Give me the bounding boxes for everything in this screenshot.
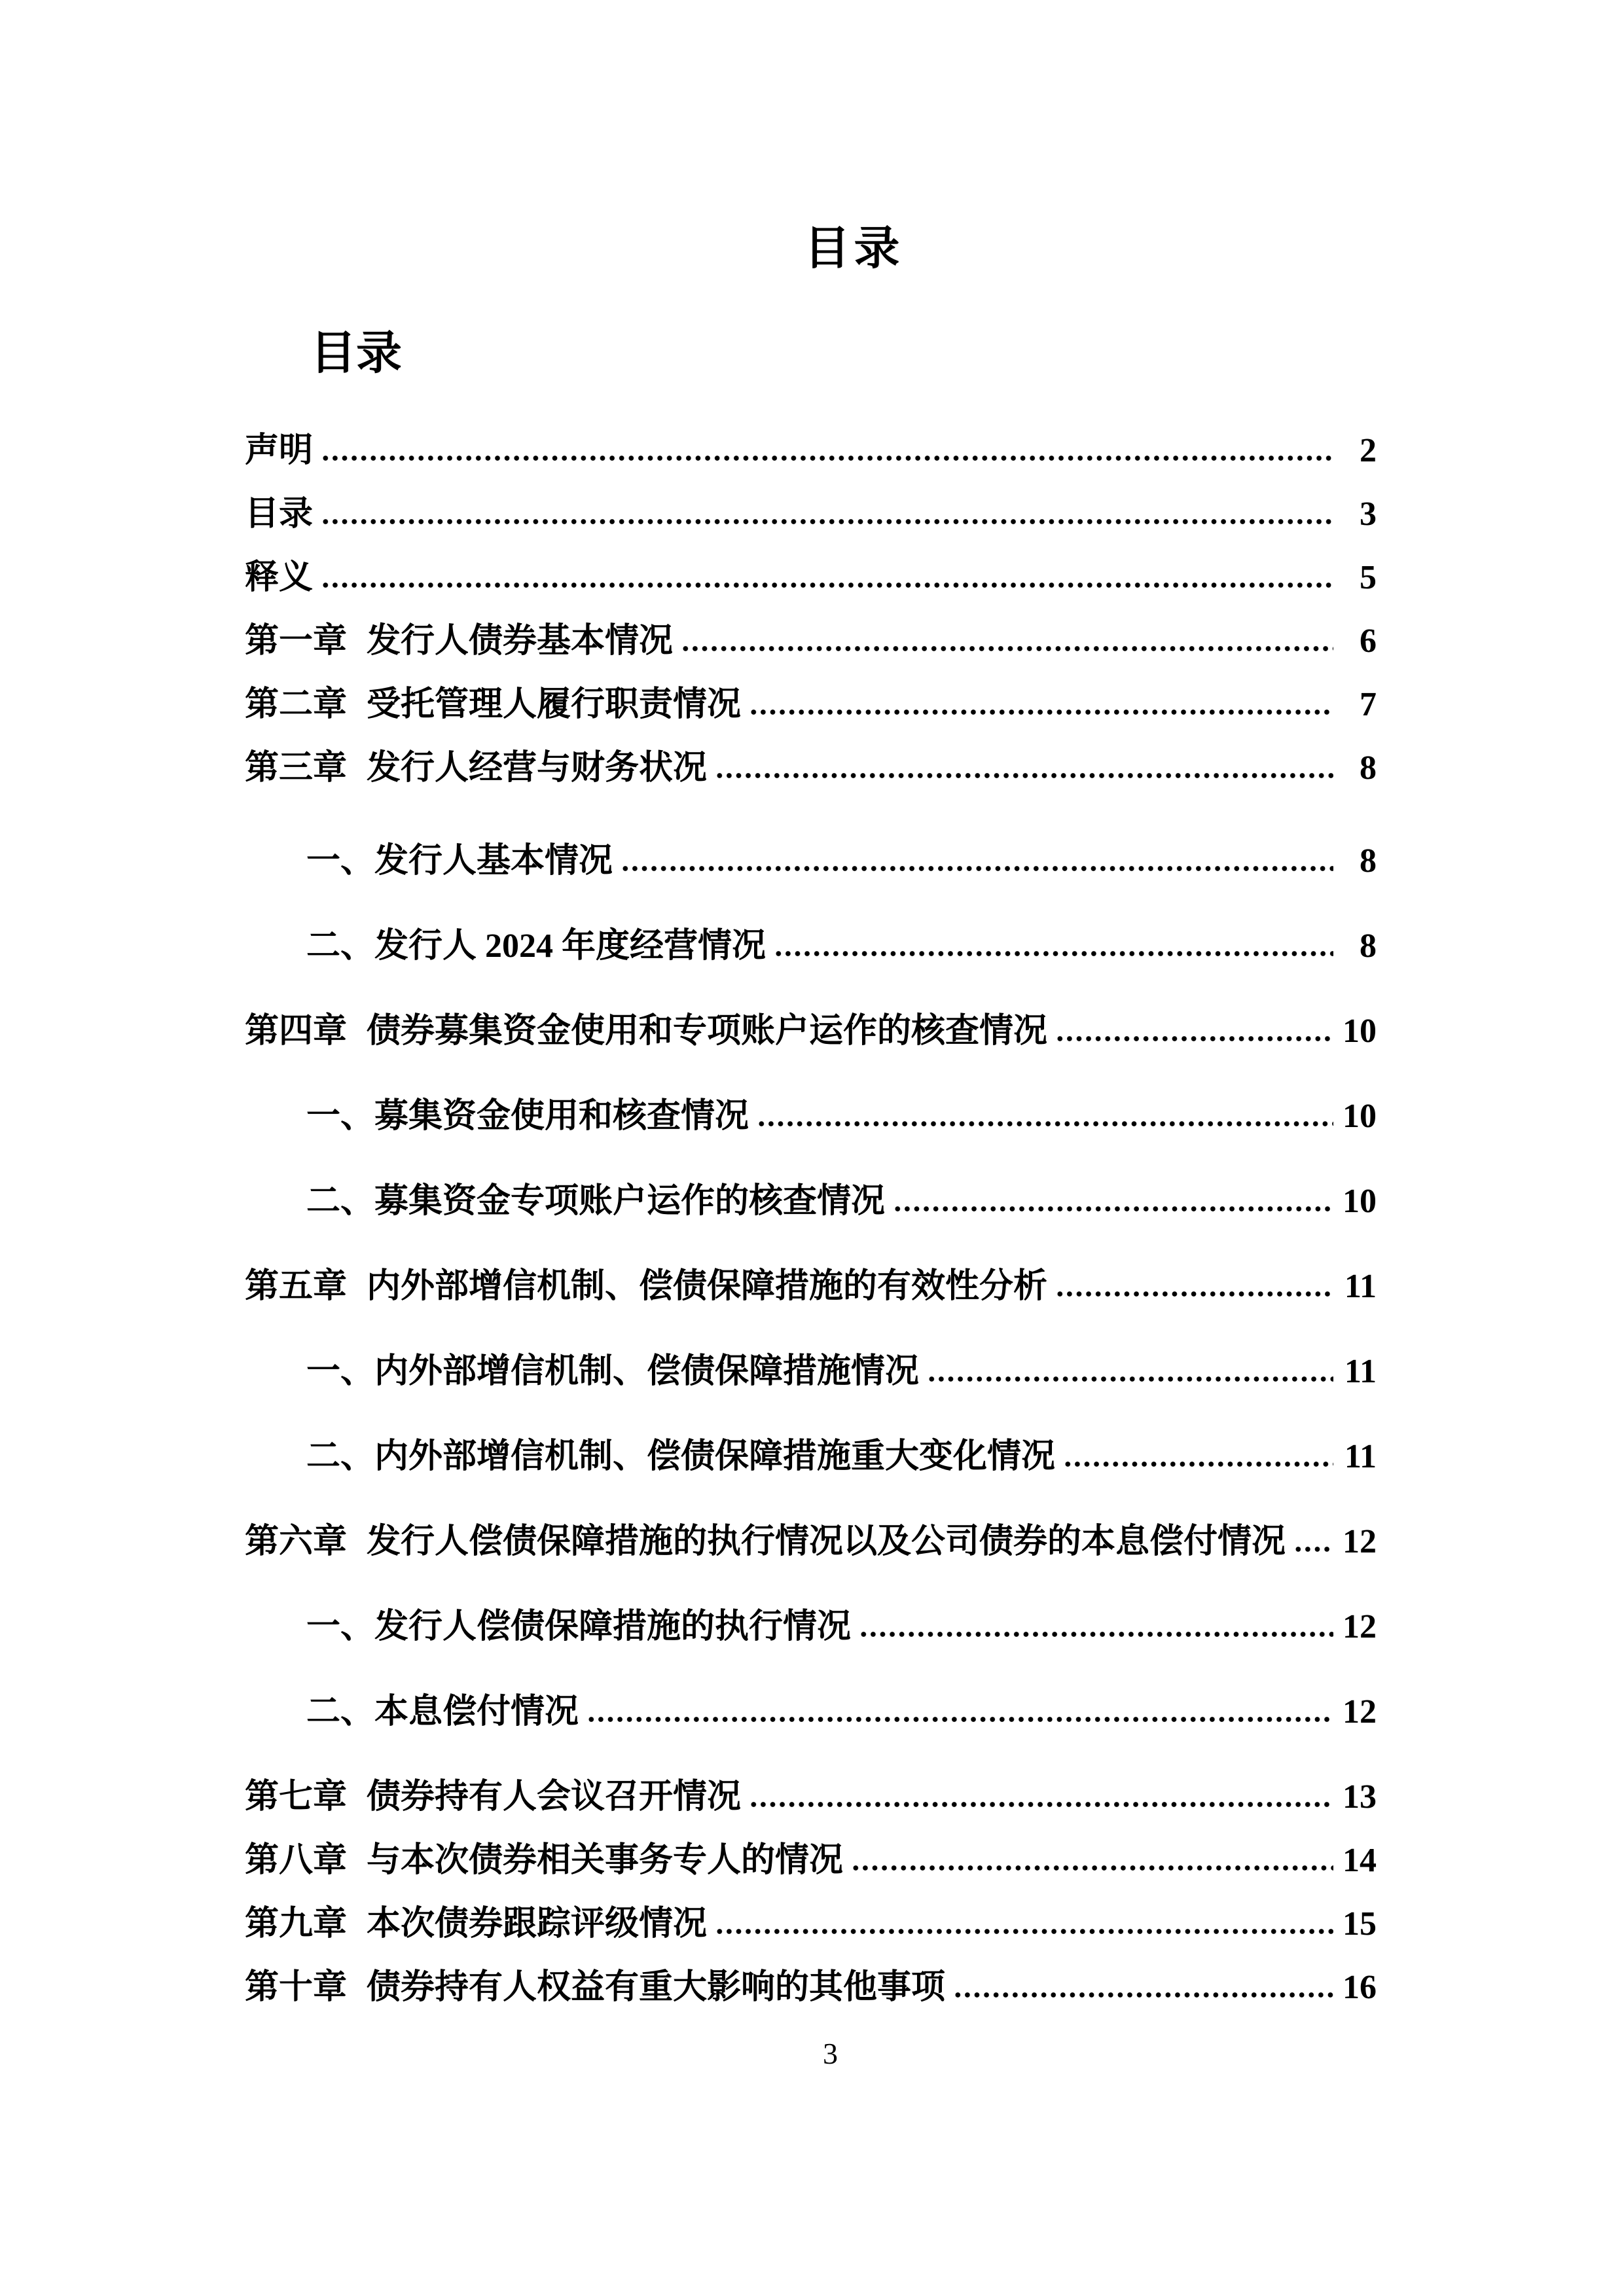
toc-entry-page-number: 3 (1360, 495, 1377, 533)
toc-entry-label: 债券持有人会议召开情况 (367, 1778, 742, 1816)
toc-entry[interactable] (245, 927, 1377, 966)
toc-entry-label: 一、募集资金使用和核查情况 (306, 1098, 749, 1135)
toc-entry-chapter-number: 第七章 (245, 1778, 348, 1816)
toc-entry[interactable] (245, 842, 1377, 881)
toc-entry-page-number: 16 (1343, 1969, 1377, 2006)
dot-leader (1063, 1461, 1333, 1467)
toc-entry-chapter-number: 第十章 (245, 1969, 348, 2006)
toc-entry[interactable] (245, 1437, 1377, 1477)
dot-leader (749, 709, 1333, 715)
toc-entry-page-number: 12 (1343, 1608, 1377, 1645)
dot-leader (715, 1928, 1333, 1935)
toc-entry[interactable] (245, 1778, 1377, 1817)
toc-entry[interactable] (245, 558, 1377, 598)
toc-entry[interactable] (245, 495, 1377, 534)
toc-entry-page-number: 8 (1360, 927, 1377, 965)
toc-entry-label: 一、内外部增信机制、偿债保障措施情况 (306, 1353, 920, 1390)
dot-leader (953, 1992, 1333, 1998)
dot-leader (586, 1716, 1333, 1723)
toc-entry-chapter-number: 第一章 (245, 622, 348, 660)
toc-entry[interactable] (245, 1693, 1377, 1732)
toc-entry[interactable] (245, 1182, 1377, 1221)
dot-leader (774, 950, 1333, 957)
toc-entry-page-number: 10 (1343, 1183, 1377, 1220)
dot-leader (1055, 1291, 1333, 1297)
toc-entry-page-number: 12 (1343, 1693, 1377, 1731)
toc-entry-page-number: 8 (1360, 749, 1377, 787)
toc-entry[interactable] (245, 1267, 1377, 1306)
toc-entry[interactable] (245, 1905, 1377, 1944)
toc-entry-label: 本次债券跟踪评级情况 (367, 1905, 708, 1943)
dot-leader (681, 645, 1333, 652)
toc-entry[interactable] (245, 1097, 1377, 1136)
toc-entry-chapter-number: 第九章 (245, 1905, 348, 1943)
page-title: 目录 (804, 224, 904, 274)
toc-entry[interactable] (245, 1352, 1377, 1391)
toc-entry-chapter-number: 第四章 (245, 1013, 348, 1050)
toc-entry-page-number: 11 (1344, 1268, 1377, 1305)
toc-entry-chapter-number: 第二章 (245, 686, 348, 723)
toc-entry[interactable] (245, 1968, 1377, 2007)
toc-entry[interactable] (245, 431, 1377, 471)
footer-page-number: 3 (823, 2037, 838, 2070)
toc-entry-page-number: 11 (1344, 1438, 1377, 1475)
toc-entry-page-number: 14 (1343, 1842, 1377, 1879)
toc-entry[interactable] (245, 1607, 1377, 1647)
toc-entry[interactable] (245, 749, 1377, 788)
toc-entry-label: 声明 (245, 432, 314, 469)
toc-entry-page-number: 13 (1343, 1778, 1377, 1816)
toc-entry-chapter-number: 第六章 (245, 1523, 348, 1560)
toc-entry[interactable] (245, 685, 1377, 725)
toc-entry-label: 释义 (245, 559, 314, 596)
toc-entry-page-number: 10 (1343, 1098, 1377, 1135)
toc-entry-chapter-number: 第三章 (245, 749, 348, 787)
toc-entry[interactable] (245, 1841, 1377, 1880)
dot-leader (1055, 1035, 1333, 1042)
toc-entry-chapter-number: 第八章 (245, 1842, 348, 1879)
toc-entry-label: 二、募集资金专项账户运作的核查情况 (306, 1183, 886, 1220)
toc-entry-chapter-number: 第五章 (245, 1268, 348, 1305)
dot-leader (749, 1801, 1333, 1808)
dot-leader (859, 1631, 1333, 1638)
toc-heading: 目录 (310, 329, 402, 379)
toc-entry-page-number: 11 (1344, 1353, 1377, 1390)
toc-entry[interactable] (245, 1012, 1377, 1051)
toc-entry-label: 二、发行人 2024 年度经营情况 (306, 927, 767, 965)
toc-entry-page-number: 12 (1343, 1523, 1377, 1560)
toc-entry-page-number: 5 (1360, 559, 1377, 596)
dot-leader (927, 1376, 1333, 1382)
toc-entry-label: 目录 (245, 495, 314, 533)
toc-entry[interactable] (245, 622, 1377, 661)
dot-leader (321, 455, 1333, 461)
dot-leader (715, 772, 1333, 779)
toc-entry-page-number: 6 (1360, 622, 1377, 660)
toc-entry-label: 债券募集资金使用和专项账户运作的核查情况 (367, 1013, 1048, 1050)
toc-entry-label: 发行人偿债保障措施的执行情况以及公司债券的本息偿付情况 (367, 1523, 1286, 1560)
dot-leader (851, 1865, 1333, 1871)
toc-entry-label: 一、发行人偿债保障措施的执行情况 (306, 1608, 852, 1645)
toc-entry-page-number: 8 (1360, 842, 1377, 880)
toc-entry[interactable] (245, 1522, 1377, 1562)
toc-entry-page-number: 7 (1360, 686, 1377, 723)
dot-leader (1293, 1546, 1333, 1552)
table-of-contents (245, 431, 1377, 2007)
toc-entry-label: 受托管理人履行职责情况 (367, 686, 742, 723)
toc-entry-page-number: 10 (1343, 1013, 1377, 1050)
dot-leader (321, 518, 1333, 525)
toc-entry-label: 发行人债券基本情况 (367, 622, 674, 660)
toc-entry-label: 与本次债券相关事务专人的情况 (367, 1842, 844, 1879)
toc-entry-label: 二、内外部增信机制、偿债保障措施重大变化情况 (306, 1438, 1056, 1475)
toc-entry-label: 一、发行人基本情况 (306, 842, 613, 880)
toc-entry-label: 内外部增信机制、偿债保障措施的有效性分析 (367, 1268, 1048, 1305)
toc-entry-page-number: 15 (1343, 1905, 1377, 1943)
dot-leader (321, 582, 1333, 588)
toc-entry-label: 债券持有人权益有重大影响的其他事项 (367, 1969, 946, 2006)
toc-entry-label: 发行人经营与财务状况 (367, 749, 708, 787)
toc-entry-label: 二、本息偿付情况 (306, 1693, 579, 1731)
dot-leader (757, 1121, 1333, 1127)
dot-leader (621, 865, 1333, 872)
dot-leader (893, 1206, 1333, 1212)
toc-entry-page-number: 2 (1360, 432, 1377, 469)
